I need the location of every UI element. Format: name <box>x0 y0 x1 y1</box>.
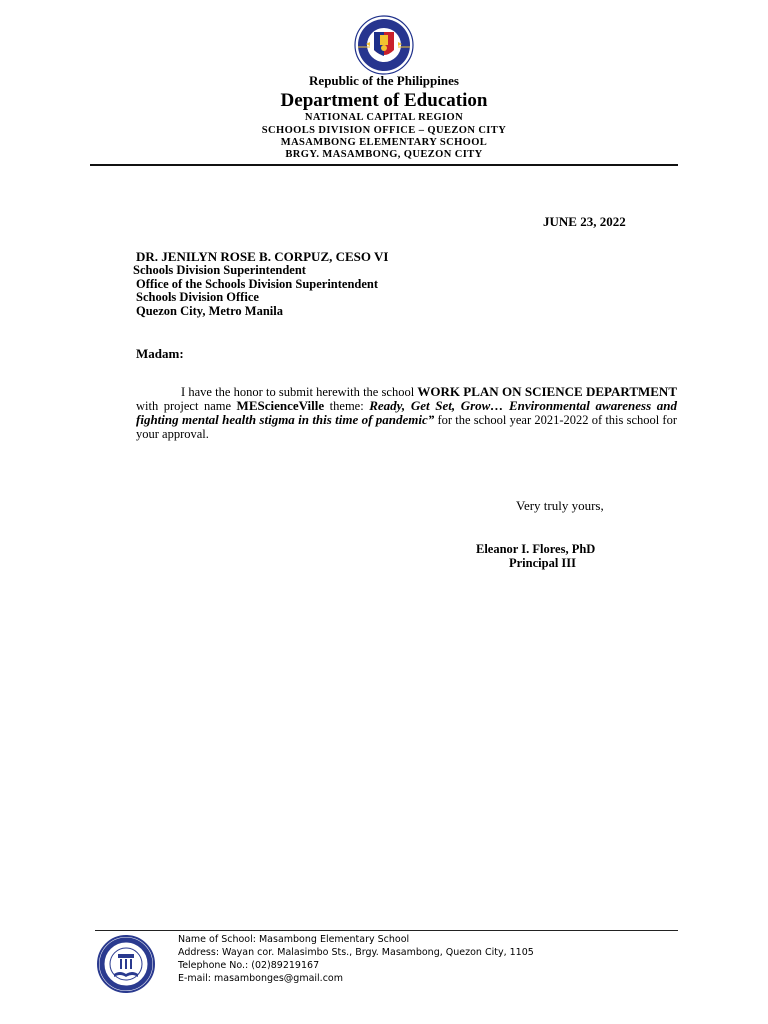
body-text: for the school year 2021-2022 of this school for your approval. <box>136 413 678 441</box>
deped-seal-icon <box>344 14 424 76</box>
header-divider <box>90 164 678 166</box>
footer-divider <box>95 930 678 931</box>
department-heading: Department of Education <box>280 90 488 111</box>
school-address-heading: BRGY. MASAMBONG, QUEZON CITY <box>285 149 483 160</box>
letter-date: JUNE 23, 2022 <box>543 214 626 229</box>
school-heading: MASAMBONG ELEMENTARY SCHOOL <box>280 137 488 148</box>
body-text: with project name <box>136 399 237 413</box>
salutation: Madam: <box>136 346 184 361</box>
footer-school-name: Name of School: Masambong Elementary School <box>178 934 410 945</box>
division-heading: SCHOOLS DIVISION OFFICE – QUEZON CITY <box>261 125 507 136</box>
footer-address: Address: Wayan cor. Malasimbo Sts., Brgy. Masambong, Quezon City, 1105 <box>178 947 534 958</box>
recipient-office: Office of the Schools Division Superintendent <box>136 277 379 291</box>
body-text: theme: <box>324 399 370 413</box>
closing-line: Very truly yours, <box>516 498 604 513</box>
recipient-title: Schools Division Superintendent <box>133 263 306 277</box>
recipient-division: Schools Division Office <box>136 290 259 304</box>
region-heading: NATIONAL CAPITAL REGION <box>304 112 464 123</box>
republic-heading: Republic of the Philippines <box>309 73 459 88</box>
recipient-location: Quezon City, Metro Manila <box>136 304 283 318</box>
recipient-name: DR. JENILYN ROSE B. CORPUZ, CESO VI <box>136 249 389 264</box>
letter-body <box>136 385 677 441</box>
project-theme: Ready, Get Set, Grow… Environmental awareness and fighting mental health stigma in this time of pandemic” <box>136 398 678 427</box>
body-text: I have the honor to submit herewith the school <box>181 385 418 399</box>
project-name: MEScienceVille <box>236 398 325 413</box>
school-logo-icon <box>90 934 162 994</box>
signer-position: Principal III <box>509 556 577 570</box>
footer-email[interactable]: E-mail: masambonges@gmail.com <box>178 973 343 984</box>
footer-telephone: Telephone No.: (02)89219167 <box>178 960 320 971</box>
plan-title: WORK PLAN ON SCIENCE DEPARTMENT <box>417 384 677 399</box>
signer-name: Eleanor I. Flores, PhD <box>476 542 596 556</box>
